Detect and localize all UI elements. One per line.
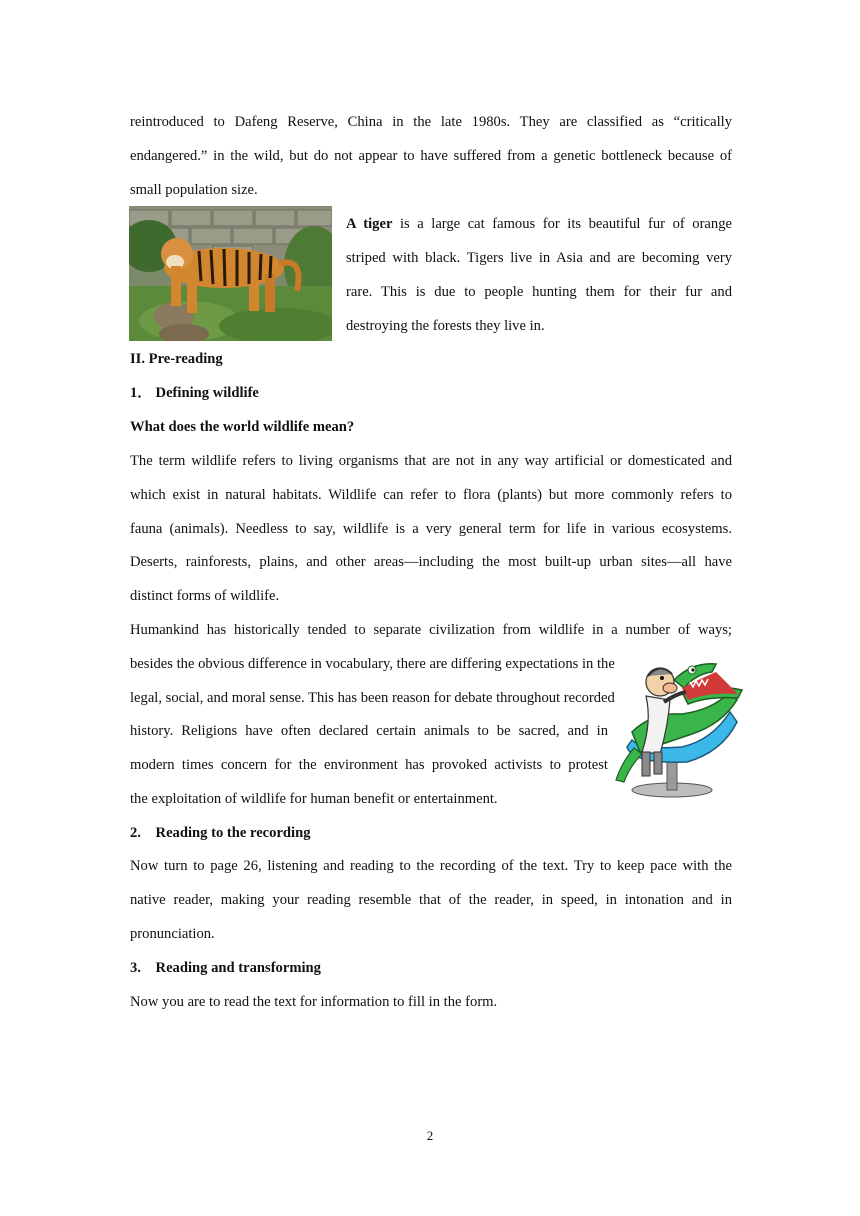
question: What does the world wildlife mean? <box>130 419 355 435</box>
text-line: Now you are to read the text for information to fill in the form. <box>130 994 498 1010</box>
subheading-reading-recording: 2. Reading to the recording <box>130 825 311 841</box>
text-line: reintroduced to Dafeng Reserve, China in the late 1980s. They are classified as “critically <box>130 114 732 130</box>
text-line: Now turn to page 26, listening and reading to the recording of the text. Try to keep pace with the <box>130 858 732 874</box>
tiger-term: A tiger <box>346 216 393 232</box>
text-line: native reader, making your reading resemble that of the reader, in speed, in intonation and in <box>130 892 732 908</box>
text-line: history. Religions have often declared certain animals to be sacred, and in <box>130 723 608 739</box>
text-line: distinct forms of wildlife. <box>130 588 280 604</box>
tiger-photo <box>129 206 332 341</box>
text-line: Humankind has historically tended to separate civilization from wildlife in a number of ways; <box>130 622 732 638</box>
tiger-text-line: rare. This is due to people hunting them for their fur and <box>346 284 732 300</box>
text-line: the exploitation of wildlife for human benefit or entertainment. <box>130 791 498 807</box>
text-line: legal, social, and moral sense. This has been reason for debate throughout recorded <box>130 690 615 706</box>
tiger-text-line <box>346 214 732 234</box>
text-line: Deserts, rainforests, plains, and other areas—including the most built-up urban sites—all have <box>130 554 732 570</box>
crocodile-dentist-cartoon <box>612 652 748 800</box>
text-line: which exist in natural habitats. Wildlife can refer to flora (plants) but more commonly refers to <box>130 487 732 503</box>
text-line: The term wildlife refers to living organisms that are not in any way artificial or domesticated and <box>130 453 732 469</box>
text-line: small population size. <box>130 182 258 198</box>
subheading-reading-transforming: 3. Reading and transforming <box>130 960 321 976</box>
text-line: fauna (animals). Needless to say, wildlife is a very general term for life in various ecosystems. <box>130 521 732 537</box>
subheading-defining-wildlife: 1． Defining wildlife <box>130 385 259 401</box>
tiger-text-line: destroying the forests they live in. <box>346 318 545 334</box>
tiger-text: is a large cat famous for its beautiful fur of orange <box>392 216 732 232</box>
tiger-text-line: striped with black. Tigers live in Asia and are becoming very <box>346 250 732 266</box>
text-line: besides the obvious difference in vocabulary, there are differing expectations in the <box>130 656 615 672</box>
text-line: pronunciation. <box>130 926 215 942</box>
text-line: endangered.” in the wild, but do not appear to have suffered from a genetic bottleneck because of <box>130 148 732 164</box>
section-heading: II. Pre-reading <box>130 351 223 367</box>
page-number: 2 <box>426 1128 434 1143</box>
text-line: modern times concern for the environment has provoked activists to protest <box>130 757 608 773</box>
